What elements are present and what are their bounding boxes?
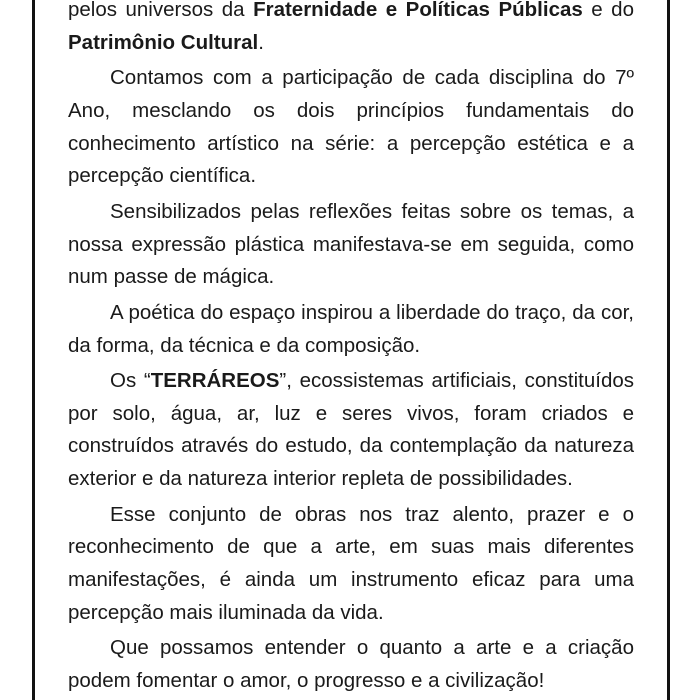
paragraph-conjunto: Esse conjunto de obras nos traz alento, prazer e o reconhecimento de que a arte, em suas mais diferentes manifestações, é ainda um instrumento eficaz para uma percepção mais iluminada da vida. (68, 502, 634, 624)
term-terrareos: TERRÁREOS (150, 369, 280, 393)
paragraph-themes (68, 0, 634, 59)
paragraph-terrareos (68, 365, 634, 495)
paragraph-poetica: A poética do espaço inspirou a liberdade do traço, da cor, da forma, da técnica e da composição. (68, 300, 634, 357)
paragraph-participacao: Contamos com a participação de cada disciplina do 7º Ano, mesclando os dois princípios fundamentais do conhecimento artístico na série: a percepção estética e a percepção científica. (68, 66, 634, 188)
paragraph-sensibilizados: Sensibilizados pelas reflexões feitas sobre os temas, a nossa expressão plástica manifestava-se em seguida, como num passe de mágica. (68, 199, 634, 289)
paragraph-themes-connector: e do (582, 0, 634, 21)
document-body (68, 0, 634, 700)
paragraph-conclusao: Que possamos entender o quanto a arte e a criação podem fomentar o amor, o progresso e a civilização! (68, 636, 634, 692)
paragraph-terrareos-intro: Os “ (110, 369, 151, 393)
theme-fraternidade: Fraternidade e Políticas Públicas (253, 0, 583, 21)
paragraph-themes-end: . (258, 30, 264, 54)
paragraph-terrareos-body: ”, ecossistemas artificiais, constituídos por solo, água, ar, luz e seres vivos, foram criados e construídos através do estudo, da contemplação da natureza exterior e da natureza interior repleta de possibilidades. (68, 369, 634, 491)
theme-patrimonio: Patrimônio Cultural (68, 30, 259, 54)
paragraph-themes-intro: pelos universos da (68, 0, 254, 21)
